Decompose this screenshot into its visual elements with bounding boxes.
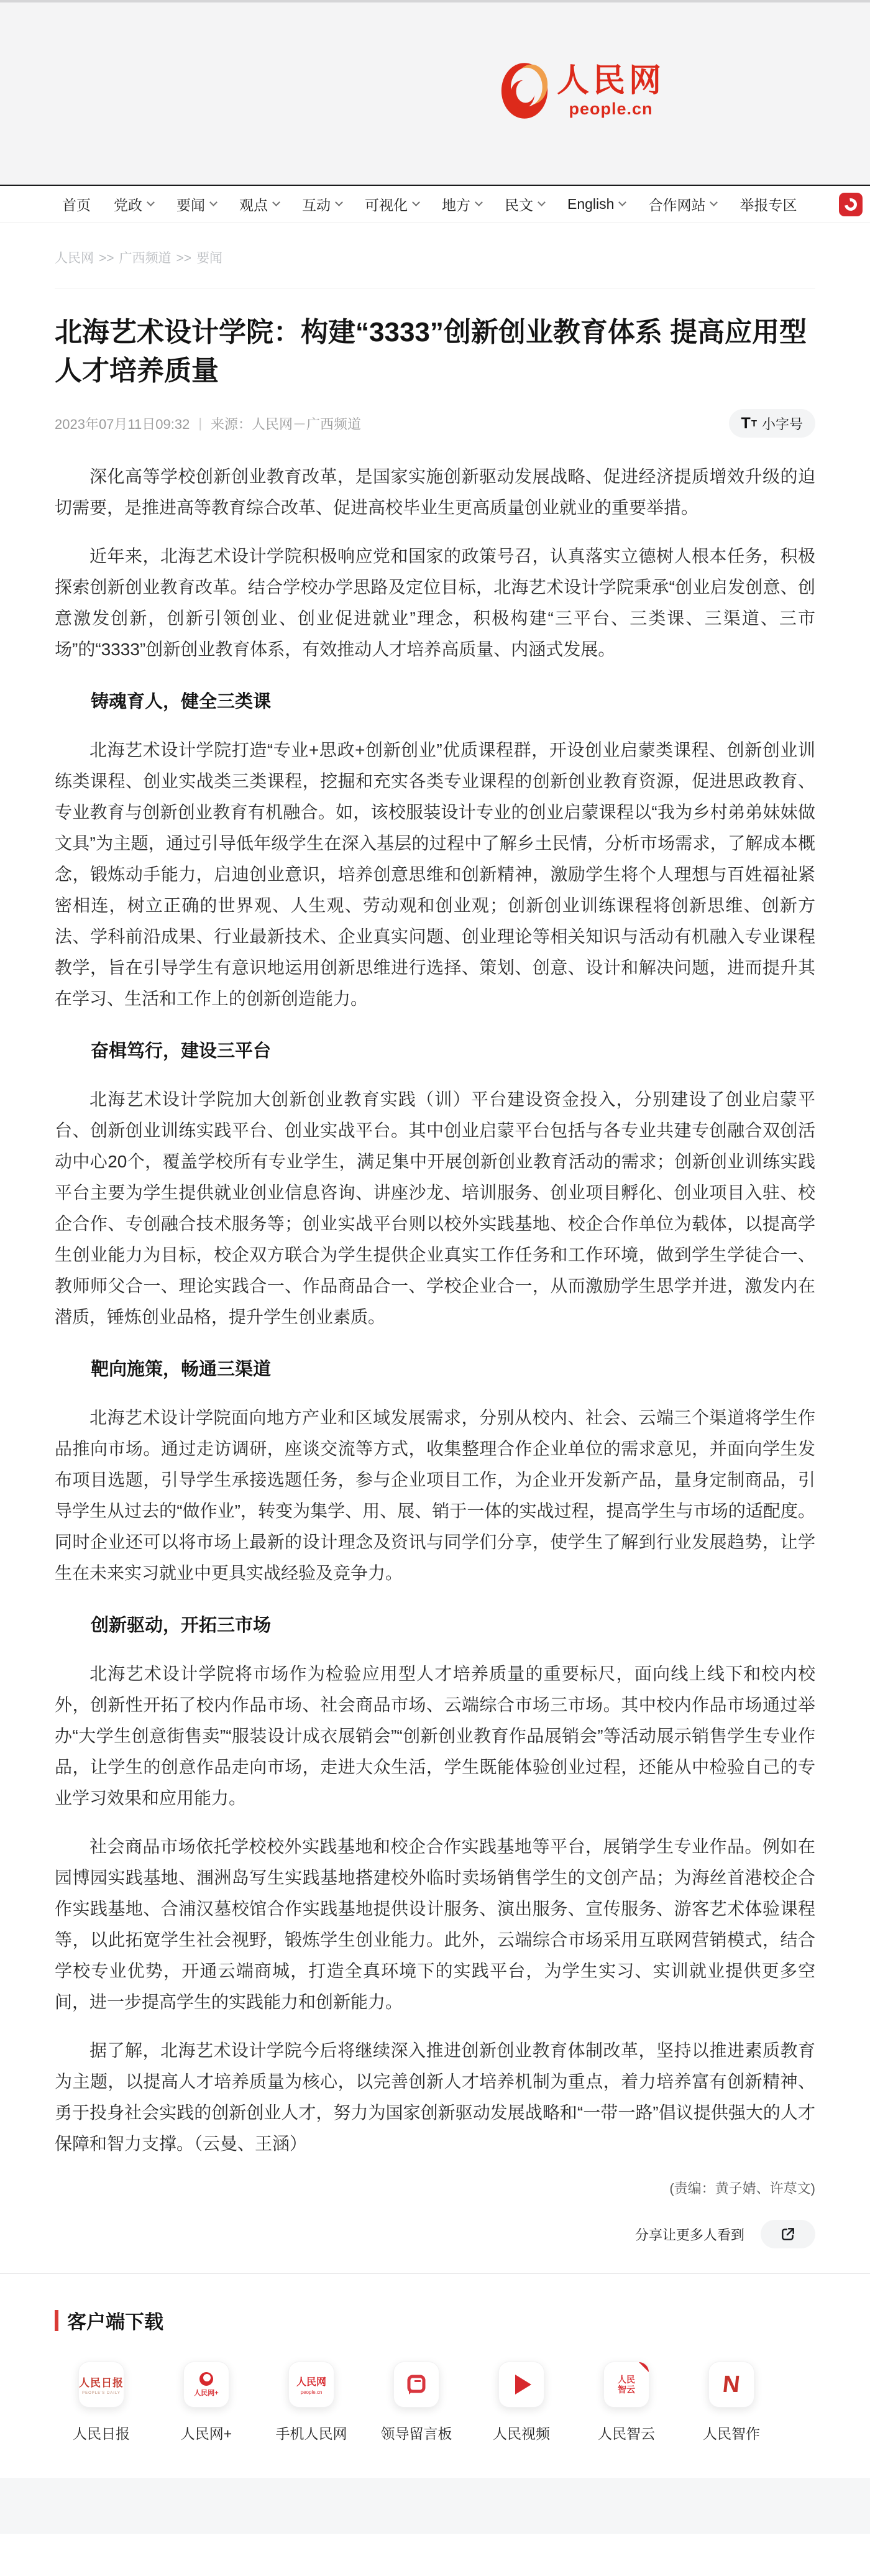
app-label: 手机人民网: [275, 2426, 347, 2442]
section-heading: 创新驱动，开拓三市场: [91, 1616, 272, 1635]
chevron-down-icon: [412, 198, 420, 206]
app-peoples-video[interactable]: [475, 2362, 568, 2443]
article-title: 北海艺术设计学院：构建“3333”创新创业教育体系 提高应用型人才培养质量: [55, 317, 807, 386]
section-heading: 铸魂育人，健全三类课: [91, 692, 272, 712]
article-meta-row: [55, 409, 815, 438]
font-size-control[interactable]: [729, 409, 815, 438]
article: [0, 313, 870, 2248]
paragraph: 北海艺术设计学院将市场作为检验应用型人才培养质量的重要标尺，面向线上线下和校内校外，创新性开拓了校内作品市场、社会商品市场、云端综合市场三市场。其中校内作品市场通过举办“大学生创意街售卖”“服装设计成衣展销会”“创新创业教育作品展销会”等活动展示销售学生专业作品，让学生的创意作品走向市场，走进大众生活，学生既能体验创业过程，还能从中检验自己的专业学习效果和应用能力。: [55, 1664, 815, 1808]
breadcrumb-link-people[interactable]: 人民网: [55, 251, 94, 265]
red-accent-bar: [55, 2310, 58, 2331]
section-heading: 靶向施策，畅通三渠道: [91, 1359, 272, 1379]
paragraph: 北海艺术设计学院打造“专业+思政+创新创业”优质课程群，开设创业启蒙类课程、创新创业训练类课程、创业实战类三类课程，挖掘和充实各类专业课程的创新创业教育资源，促进思政教育、专业教育与创新创业教育有机融合。如，该校服装设计专业的创业启蒙课程以“我为乡村弟弟妹妹做文具”为主题，通过引导低年级学生在深入基层的过程中了解乡土民情，分析市场需求，了解成本概念，锻炼动手能力，启迪创业意识，培养创意思维和创新精神，激励学生将个人理想与百姓福祉紧密相连，树立正确的世界观、人生观、劳动观和创业观；创新创业训练课程将创新思维、创新方法、学科前沿成果、行业最新技术、企业真实问题、创业理论等相关知识与活动有机融入专业课程教学，旨在引导学生有意识地运用创新思维进行选择、策划、创意、设计和解决问题，进而提升其在学习、生活和工作上的创新创造能力。: [55, 740, 815, 1008]
nav-item-label: 举报专区: [740, 197, 797, 213]
breadcrumb-link-top-news[interactable]: 要闻: [196, 251, 223, 265]
icon-cn-text: 人民日报: [79, 2377, 124, 2390]
logo-swirl-icon: [842, 196, 859, 213]
app-label: 人民智云: [598, 2426, 655, 2442]
icon-cn-text: 人民网+: [194, 2389, 219, 2397]
chevron-down-icon: [538, 198, 546, 206]
paragraph: 据了解，北海艺术设计学院今后将继续深入推进创新创业教育体制改革，坚持以推进素质教育为主题，以提高人才培养质量为核心，以完善创新人才培养机制为重点，着力培养富有创新精神、勇于投身社会实践的创新创业人才，努力为国家创新驱动发展战略和“一带一路”倡议提供强大的人才保障和智力支撑。（云曼、王涵）: [55, 2041, 815, 2153]
paragraph: 深化高等学校创新创业教育改革，是国家实施创新驱动发展战略、促进经济提质增效升级的迫切需要，是推进高等教育综合改革、促进高校毕业生更高质量创业就业的重要举措。: [55, 467, 815, 517]
app-label: 人民日报: [73, 2426, 130, 2442]
font-size-icon: T: [741, 414, 751, 432]
app-label: 人民视频: [493, 2426, 550, 2442]
logo-cn-text: 人民网: [557, 61, 666, 99]
share-label: 分享让更多人看到: [634, 2227, 744, 2243]
nav-item-label: English: [567, 196, 615, 212]
breadcrumb: [55, 248, 815, 288]
nav-item-label: 观点: [239, 197, 268, 213]
app-peoples-daily[interactable]: [55, 2362, 148, 2443]
app-label: 人民智作: [703, 2426, 760, 2442]
app-peoples-zhiyun[interactable]: [580, 2362, 673, 2443]
peoples-daily-logo[interactable]: [501, 61, 665, 121]
apps-row: [55, 2362, 815, 2443]
logo-swirl-icon: [199, 2372, 213, 2386]
article-body: [55, 461, 815, 2160]
client-downloads-section: [0, 2273, 870, 2443]
nav-item-interaction[interactable]: [302, 194, 342, 214]
meta-separator: |: [198, 415, 203, 431]
peoples-zhizuo-app-icon: [708, 2362, 754, 2408]
nav-item-english[interactable]: [567, 196, 625, 213]
breadcrumb-separator: >>: [99, 251, 114, 265]
peoples-video-app-icon: [498, 2362, 544, 2408]
breadcrumb-link-guangxi-channel[interactable]: 广西频道: [119, 251, 172, 265]
play-icon: [515, 2375, 531, 2394]
breadcrumb-separator: >>: [176, 251, 192, 265]
article-source[interactable]: 来源：人民网－广西频道: [211, 416, 362, 432]
peoples-daily-app-icon: [78, 2362, 124, 2408]
breadcrumb-row: [0, 223, 870, 288]
site-header: [0, 2, 870, 185]
font-size-icon-small: T: [751, 418, 757, 429]
nav-item-local[interactable]: [442, 194, 482, 214]
nav-item-label: 互动: [302, 197, 331, 213]
chevron-down-icon: [147, 198, 155, 206]
main-nav: [0, 185, 870, 223]
logo-en-text: people.cn: [569, 99, 653, 119]
peoples-daily-app-shortcut-icon[interactable]: [839, 193, 863, 216]
share-row: [55, 2220, 815, 2248]
peoples-daily-logo-mark-icon: [501, 61, 548, 121]
nav-item-label: 党政: [114, 197, 142, 213]
font-size-label: 小字号: [761, 416, 803, 432]
corner-ribbon-icon: [639, 2362, 649, 2372]
paragraph: 社会商品市场依托学校校外实践基地和校企合作实践基地等平台，展销学生专业作品。例如在园博园实践基地、涠洲岛写生实践基地搭建校外临时卖场销售学生的文创产品；为海丝首港校企合作实践基地、合浦汉墓校馆合作实践基地提供设计服务、演出服务、宣传服务、游客艺术体验课程等，以此拓宽学生社会视野，锻炼学生创业能力。此外，云端综合市场采用互联网营销模式，结合学校专业优势，开通云端商城，打造全真环境下的实践平台，为学生实习、实训就业提供更多空间，进一步提高学生的实践能力和创新能力。: [55, 1837, 815, 2012]
nav-item-label: 可视化: [365, 197, 408, 213]
app-peoples-network-plus[interactable]: [160, 2362, 253, 2443]
nav-item-opinions[interactable]: [239, 194, 279, 214]
nav-item-top-news[interactable]: [176, 194, 216, 214]
downloads-title: 客户端下载: [67, 2311, 163, 2333]
icon-cn-text: 人民智云: [618, 2375, 635, 2394]
nav-item-home[interactable]: [62, 194, 91, 214]
nav-item-minority-languages[interactable]: [505, 194, 544, 214]
article-date: 2023年07月11日09:32: [55, 416, 190, 432]
n-logo-glyph: N: [721, 2371, 741, 2398]
section-heading: 奋楫笃行，建设三平台: [91, 1041, 272, 1061]
nav-item-label: 要闻: [176, 197, 205, 213]
app-mobile-peoples-network[interactable]: [265, 2362, 358, 2443]
nav-item-label: 合作网站: [648, 197, 706, 213]
nav-item-report-zone[interactable]: [740, 194, 797, 214]
share-external-link-icon: [780, 2226, 796, 2242]
chevron-down-icon: [710, 198, 718, 206]
nav-item-label: 地方: [442, 197, 470, 213]
peoples-network-plus-app-icon: [183, 2362, 229, 2408]
footer-strip: [0, 2478, 870, 2534]
app-peoples-zhizuo[interactable]: [685, 2362, 778, 2443]
peoples-zhiyun-app-icon: [603, 2362, 649, 2408]
paragraph: 北海艺术设计学院加大创新创业教育实践（训）平台建设资金投入，分别建设了创业启蒙平台、创新创业训练实践平台、创业实战平台。其中创业启蒙平台包括与各专业共建专创融合双创活动中心20个，覆盖学校所有专业学生，满足集中开展创新创业教育活动的需求；创新创业训练实践平台主要为学生提供就业创业信息咨询、讲座沙龙、培训服务、创业项目孵化、创业项目入驻、校企合作、专创融合技术服务等；创业实战平台则以校外实践基地、校企合作单位为载体，以提高学生创业能力为目标，校企双方联合为学生提供企业真实工作任务和工作环境，做到学生学徒合一、教师师父合一、理论实践合一、作品商品合一、学校企业合一，从而激励学生思学并进，激发内在潜质，锤炼创业品格，提升学生创业素质。: [55, 1090, 815, 1327]
icon-en-text: PEOPLE'S DAILY: [82, 2391, 121, 2395]
downloads-title-row: [55, 2306, 815, 2334]
chevron-down-icon: [209, 198, 218, 206]
chevron-down-icon: [272, 198, 280, 206]
message-board-glyph-icon: [404, 2372, 429, 2397]
share-button[interactable]: [761, 2220, 815, 2248]
app-leader-message-board[interactable]: [370, 2362, 463, 2443]
paragraph: 近年来，北海艺术设计学院积极响应党和国家的政策号召，认真落实立德树人根本任务，积极探索创新创业教育改革。结合学校办学思路及定位目标，北海艺术设计学院秉承“创业启发创意、创意激发创新，创新引领创业、创业促进就业”理念，积极构建“三平台、三类课、三渠道、三市场”的“3333”创新创业教育体系，有效推动人才培养高质量、内涵式发展。: [55, 546, 815, 659]
logo-text: [557, 63, 665, 119]
leader-message-board-app-icon: [393, 2362, 439, 2408]
nav-item-label: 首页: [62, 197, 91, 213]
editor-credit: (责编：黄子婧、许荩文): [669, 2181, 815, 2196]
nav-item-partner-sites[interactable]: [648, 194, 717, 214]
chevron-down-icon: [475, 198, 483, 206]
nav-item-party-gov[interactable]: [114, 194, 153, 214]
paragraph: 北海艺术设计学院面向地方产业和区域发展需求，分别从校内、社会、云端三个渠道将学生作品推向市场。通过走访调研，座谈交流等方式，收集整理合作企业单位的需求意见，并面向学生发布项目选题，引导学生承接选题任务，参与企业项目工作，为企业开发新产品，量身定制商品，引导学生从过去的“做作业”，转变为集学、用、展、销于一体的实战过程，提高学生与市场的适配度。同时企业还可以将市场上最新的设计理念及资讯与同学们分享，使学生了解到行业发展趋势，让学生在未来实习就业中更具实战经验及竞争力。: [55, 1408, 815, 1583]
icon-en-text: people.cn: [300, 2390, 323, 2395]
chevron-down-icon: [619, 198, 627, 206]
app-label: 领导留言板: [380, 2426, 452, 2442]
chevron-down-icon: [335, 198, 343, 206]
nav-item-label: 民文: [505, 197, 533, 213]
app-label: 人民网+: [180, 2426, 232, 2442]
icon-cn-text: 人民网: [296, 2377, 326, 2388]
mobile-peoples-network-app-icon: [288, 2362, 334, 2408]
nav-item-visualization[interactable]: [365, 194, 419, 214]
